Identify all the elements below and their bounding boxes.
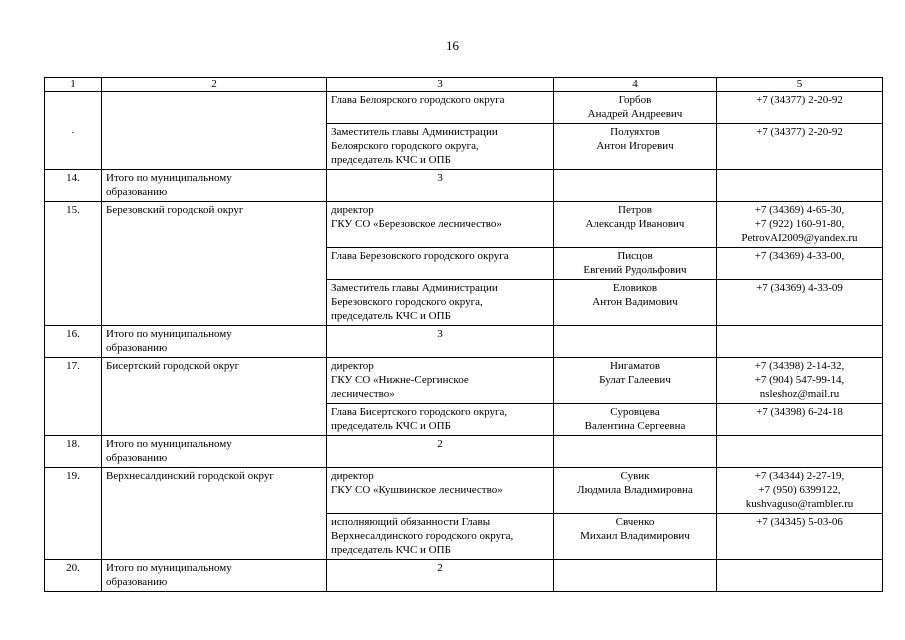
contact-cell — [717, 92, 883, 124]
surname: Писцов — [617, 250, 653, 262]
given-names: Валентина Сергеевна — [584, 420, 686, 432]
name-cell — [554, 280, 717, 326]
municipality-name: Березовский городской округ — [102, 202, 327, 326]
contact-cell — [717, 358, 883, 404]
position-cell — [327, 468, 554, 514]
phone: +7 (34377) 2-20-92 — [756, 126, 843, 138]
empty-cell — [554, 560, 717, 592]
empty-cell — [717, 170, 883, 202]
phone: +7 (34369) 4-33-00, — [754, 250, 845, 262]
name-cell — [554, 124, 717, 170]
phone: +7 (904) 547-99-14, — [754, 374, 845, 386]
total-label: образованию — [106, 186, 168, 198]
phone: +7 (34398) 6-24-18 — [756, 406, 843, 418]
table-row — [45, 468, 883, 514]
position-line: Белоярского городского округа, — [331, 140, 479, 152]
position-line: директор — [331, 360, 374, 372]
given-names: Михаил Владимирович — [580, 530, 690, 542]
position-line: исполняющий обязанности Главы — [331, 516, 491, 528]
total-count: 2 — [327, 436, 554, 468]
total-row — [45, 170, 883, 202]
position-cell — [327, 124, 554, 170]
name-cell — [554, 92, 717, 124]
total-label-cell — [102, 436, 327, 468]
position-line: ГКУ СО «Кушвинское лесничество» — [331, 484, 503, 496]
total-count: 3 — [327, 326, 554, 358]
surname: Горбов — [618, 94, 652, 106]
given-names: Булат Галеевич — [599, 374, 671, 386]
table-row — [45, 92, 883, 124]
position-line: председатель КЧС и ОПБ — [331, 544, 451, 556]
position-line: Заместитель главы Администрации — [331, 126, 498, 138]
empty-cell — [554, 326, 717, 358]
total-label: Итого по муниципальному — [106, 562, 232, 574]
municipality-cell — [102, 92, 327, 170]
total-label: образованию — [106, 576, 168, 588]
table-row — [45, 358, 883, 404]
contact-cell — [717, 514, 883, 560]
name-cell — [554, 468, 717, 514]
given-names: Антон Игоревич — [596, 140, 674, 152]
total-row — [45, 436, 883, 468]
total-label-cell — [102, 170, 327, 202]
position-cell — [327, 280, 554, 326]
row-number: 14. — [45, 170, 102, 202]
position-line: председатель КЧС и ОПБ — [331, 154, 451, 166]
total-label: образованию — [106, 452, 168, 464]
row-number: 20. — [45, 560, 102, 592]
column-number-row — [45, 78, 883, 92]
row-number: 18. — [45, 436, 102, 468]
contact-cell — [717, 124, 883, 170]
position-line: Глава Белоярского городского округа — [331, 94, 505, 106]
position-line: директор — [331, 470, 374, 482]
phone: +7 (34369) 4-65-30, — [754, 204, 845, 216]
total-label: образованию — [106, 342, 168, 354]
total-label-cell — [102, 326, 327, 358]
municipality-name: Верхнесалдинский городской округ — [102, 468, 327, 560]
surname: Еловиков — [612, 282, 658, 294]
position-line: лесничество» — [331, 388, 395, 400]
name-cell — [554, 202, 717, 248]
total-count: 3 — [327, 170, 554, 202]
empty-cell — [717, 560, 883, 592]
given-names: Анадрей Андреевич — [587, 108, 683, 120]
position-line: председатель КЧС и ОПБ — [331, 310, 451, 322]
position-line: ГКУ СО «Нижне-Сергинское — [331, 374, 469, 386]
position-line: Глава Березовского городского округа — [331, 250, 509, 262]
column-number: 3 — [327, 78, 554, 92]
phone: +7 (34344) 2-27-19, — [754, 470, 845, 482]
surname: Сувик — [620, 470, 650, 482]
empty-cell — [717, 436, 883, 468]
position-line: ГКУ СО «Березовское лесничество» — [331, 218, 502, 230]
surname: Свченко — [615, 516, 655, 528]
row-number: 17. — [45, 358, 102, 436]
total-label: Итого по муниципальному — [106, 438, 232, 450]
column-number: 5 — [717, 78, 883, 92]
total-row — [45, 560, 883, 592]
row-number: . — [71, 124, 75, 136]
position-cell — [327, 404, 554, 436]
name-cell — [554, 358, 717, 404]
surname: Нигаматов — [609, 360, 661, 372]
email: kushvaguso@rambler.ru — [745, 498, 854, 510]
column-number: 4 — [554, 78, 717, 92]
total-label-cell — [102, 560, 327, 592]
responsible-persons-table — [44, 77, 883, 592]
phone: +7 (34377) 2-20-92 — [756, 94, 843, 106]
contact-cell — [717, 468, 883, 514]
position-line: председатель КЧС и ОПБ — [331, 420, 451, 432]
given-names: Евгений Рудольфович — [583, 264, 687, 276]
position-cell — [327, 248, 554, 280]
position-cell — [327, 358, 554, 404]
position-line: Березовского городского округа, — [331, 296, 483, 308]
row-number: 15. — [45, 202, 102, 326]
position-line: Верхнесалдинского городского округа, — [331, 530, 514, 542]
position-cell — [327, 92, 554, 124]
total-label: Итого по муниципальному — [106, 172, 232, 184]
row-number: 19. — [45, 468, 102, 560]
table-row — [45, 202, 883, 248]
column-number: 1 — [45, 78, 102, 92]
given-names: Антон Вадимович — [592, 296, 678, 308]
total-count: 2 — [327, 560, 554, 592]
contact-cell — [717, 202, 883, 248]
total-label: Итого по муниципальному — [106, 328, 232, 340]
contact-cell — [717, 404, 883, 436]
email: PetrovAI2009@yandex.ru — [741, 232, 858, 244]
name-cell — [554, 404, 717, 436]
position-line: Глава Бисертского городского округа, — [331, 406, 508, 418]
position-line: директор — [331, 204, 374, 216]
empty-cell — [717, 326, 883, 358]
name-cell — [554, 248, 717, 280]
phone: +7 (34369) 4-33-09 — [756, 282, 843, 294]
name-cell — [554, 514, 717, 560]
contact-cell — [717, 248, 883, 280]
column-number: 2 — [102, 78, 327, 92]
row-number: 16. — [45, 326, 102, 358]
empty-cell — [554, 170, 717, 202]
phone: +7 (922) 160-91-80, — [754, 218, 845, 230]
surname: Суровцева — [610, 406, 660, 418]
given-names: Александр Иванович — [585, 218, 685, 230]
surname: Полуяхтов — [610, 126, 660, 138]
position-line: Заместитель главы Администрации — [331, 282, 498, 294]
contact-cell — [717, 280, 883, 326]
page-number: 16 — [446, 38, 459, 53]
row-number-cell — [45, 92, 102, 170]
empty-cell — [554, 436, 717, 468]
total-row — [45, 326, 883, 358]
position-cell — [327, 514, 554, 560]
municipality-name: Бисертский городской округ — [102, 358, 327, 436]
phone: +7 (34345) 5-03-06 — [756, 516, 843, 528]
position-cell — [327, 202, 554, 248]
given-names: Людмила Владимировна — [577, 484, 693, 496]
phone: +7 (950) 6399122, — [758, 484, 841, 496]
phone: +7 (34398) 2-14-32, — [754, 360, 845, 372]
email: nsleshoz@mail.ru — [759, 388, 840, 400]
surname: Петров — [618, 204, 652, 216]
